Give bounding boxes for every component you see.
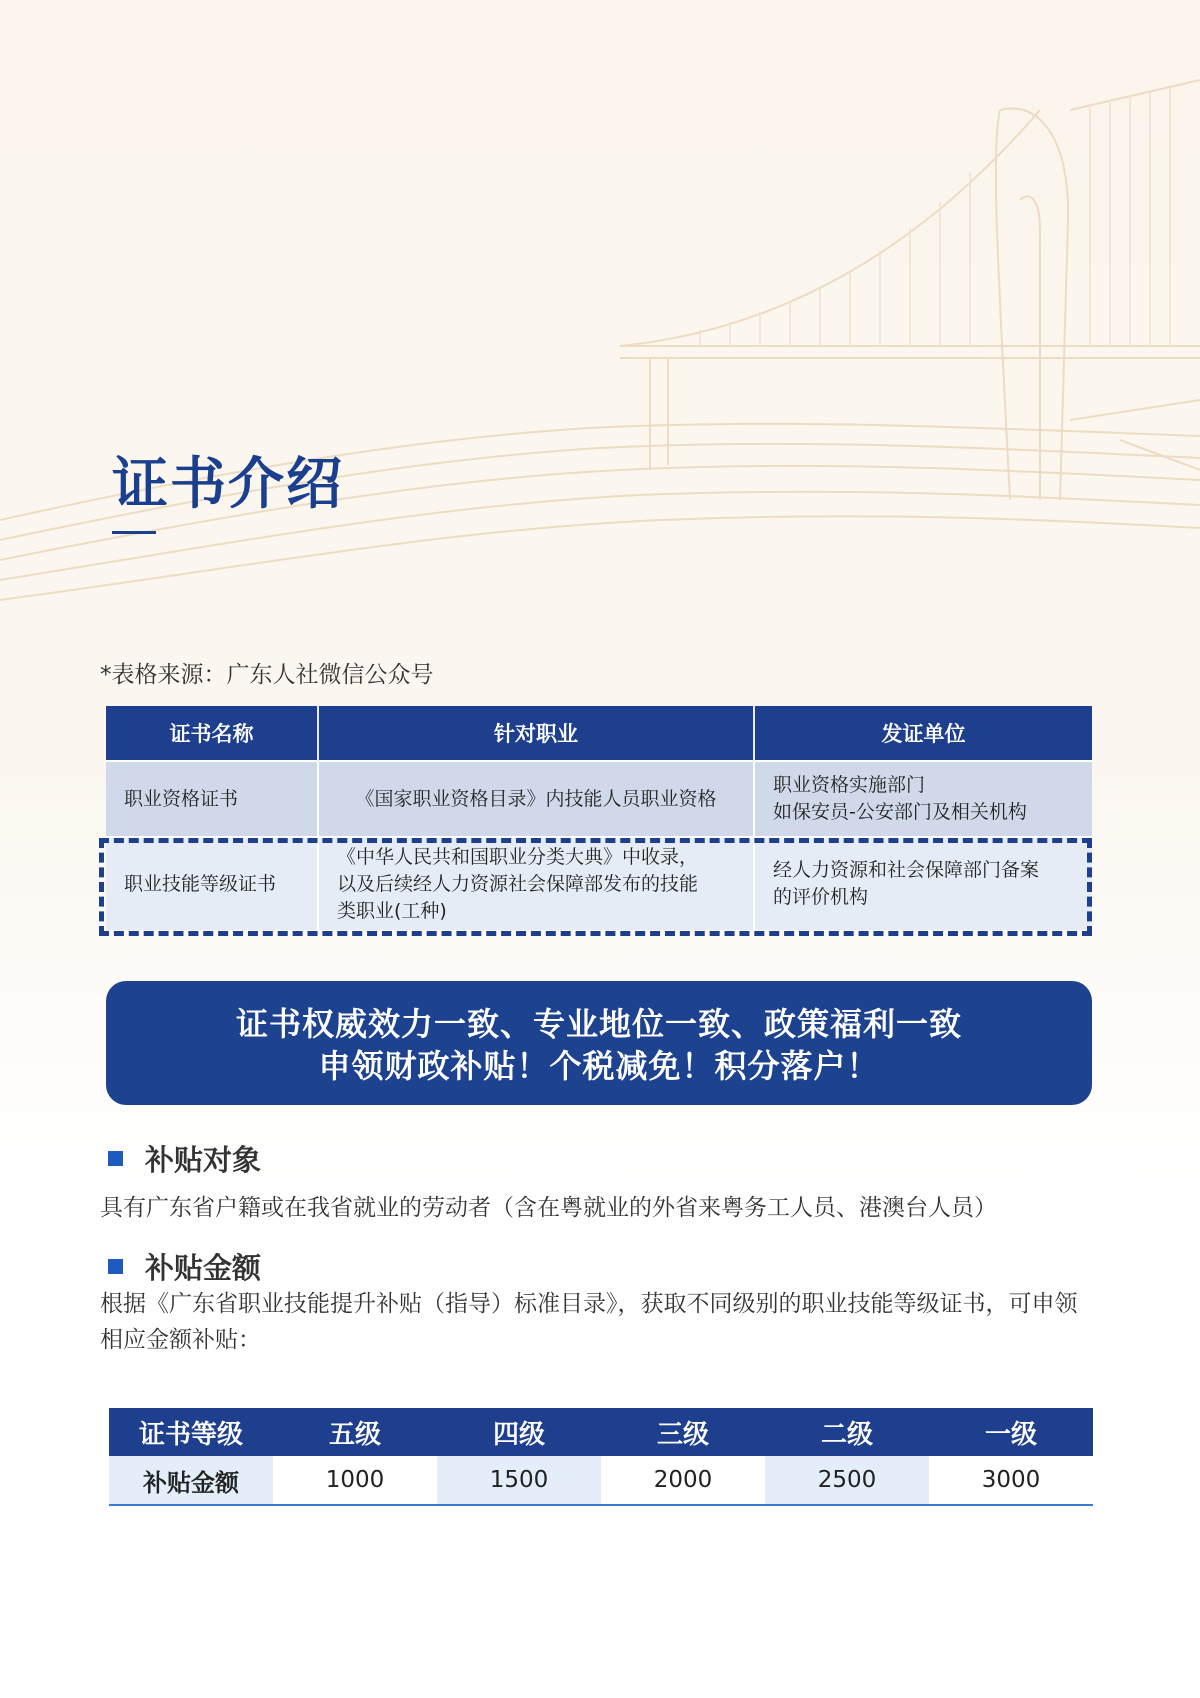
amount-cell: 2500 <box>765 1456 929 1505</box>
table-source-note: *表格来源：广东人社微信公众号 <box>100 662 434 688</box>
header-level: 五级 <box>273 1408 437 1456</box>
page-title: 证书介绍 <box>112 452 344 517</box>
issuer-line: 如保安员-公安部门及相关机构 <box>773 801 1027 823</box>
title-underline <box>112 531 156 534</box>
table-row <box>106 761 1092 837</box>
table-header-row <box>109 1408 1093 1456</box>
subsidy-amount-table <box>109 1408 1093 1506</box>
issuer-line: 职业资格实施部门 <box>773 774 926 796</box>
header-target-occupation: 针对职业 <box>318 706 754 761</box>
cert-name-cell: 职业资格证书 <box>106 761 318 837</box>
issuer-cell <box>754 761 1092 837</box>
banner-line: 证书权威效力一致、专业地位一致、政策福利一致 <box>235 1005 962 1043</box>
banner-line: 申领财政补贴！个税减免！积分落户！ <box>318 1047 880 1085</box>
scope-line: 以及后续经人力资源社会保障部发布的技能 <box>337 872 699 895</box>
scope-cell: 《国家职业资格目录》内技能人员职业资格 <box>318 761 754 837</box>
row-label: 补贴金额 <box>109 1456 273 1505</box>
amount-cell: 1500 <box>437 1456 601 1505</box>
cert-name-cell: 职业技能等级证书 <box>106 837 318 930</box>
bridge-illustration <box>0 0 1200 620</box>
header-level: 四级 <box>437 1408 601 1456</box>
section-heading-subsidy-target <box>108 1138 261 1179</box>
amount-cell: 3000 <box>981 1467 1041 1493</box>
benefits-banner <box>106 981 1092 1105</box>
section-heading-label: 补贴金额 <box>145 1251 262 1285</box>
issuer-line: 经人力资源和社会保障部门备案 <box>773 859 1040 881</box>
table-row <box>106 837 1092 930</box>
paragraph-line: 根据《广东省职业技能提升补贴（指导）标准目录》，获取不同级别的职业技能等级证书，可申领 <box>100 1291 1078 1317</box>
scope-line: 《中华人民共和国职业分类大典》中收录， <box>337 845 699 868</box>
amount-cell: 2000 <box>653 1467 713 1493</box>
subsidy-target-text: 具有广东省户籍或在我省就业的劳动者（含在粤就业的外省来粤务工人员、港澳台人员） <box>100 1195 997 1221</box>
table-header-row <box>106 706 1092 761</box>
amount-cell: 1000 <box>325 1467 385 1493</box>
certificate-table <box>106 706 1092 930</box>
header-cert-name: 证书名称 <box>106 706 318 761</box>
header-issuer: 发证单位 <box>754 706 1092 761</box>
subsidy-amount-text <box>100 1286 1090 1358</box>
paragraph-line: 相应金额补贴： <box>100 1327 261 1353</box>
issuer-cell <box>754 837 1092 930</box>
scope-line: 类职业(工种) <box>337 899 447 922</box>
section-heading-subsidy-amount <box>108 1246 261 1287</box>
scope-cell <box>318 837 754 930</box>
square-bullet-icon <box>108 1259 123 1274</box>
header-level: 二级 <box>765 1408 929 1456</box>
header-level: 三级 <box>601 1408 765 1456</box>
header-level: 一级 <box>929 1408 1093 1456</box>
square-bullet-icon <box>108 1151 123 1166</box>
section-heading-label: 补贴对象 <box>145 1143 262 1177</box>
issuer-line: 的评价机构 <box>773 886 869 908</box>
header-cert-level: 证书等级 <box>109 1408 273 1456</box>
table-row <box>109 1456 1093 1505</box>
